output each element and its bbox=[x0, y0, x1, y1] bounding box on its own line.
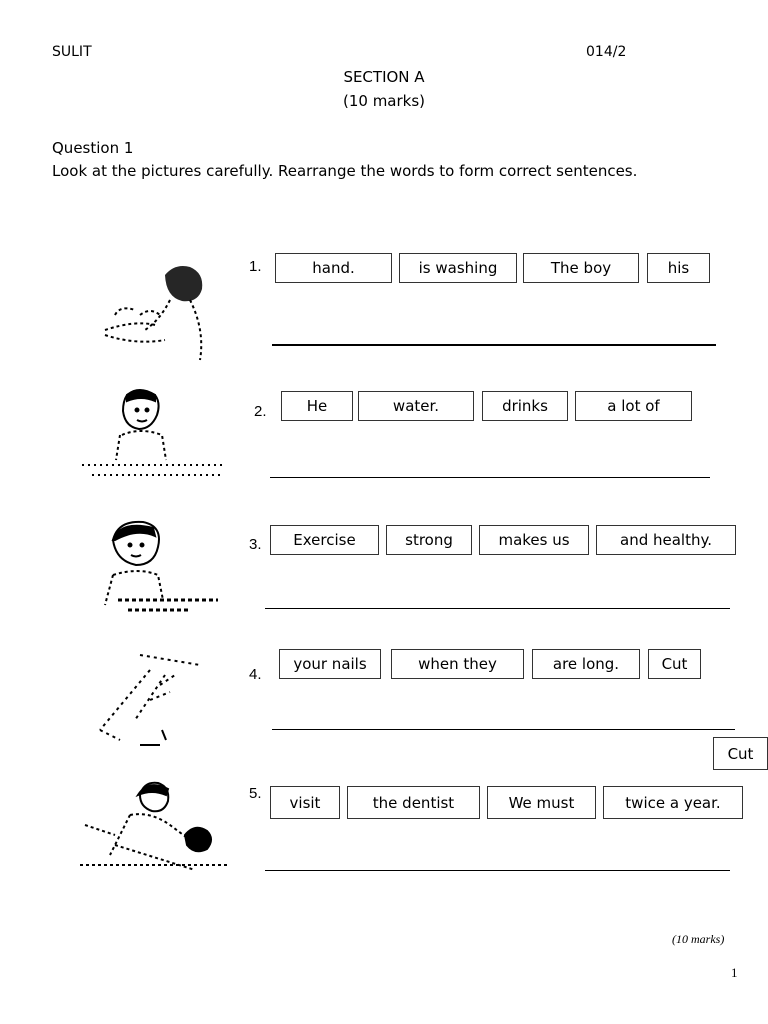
page-number: 1 bbox=[731, 965, 738, 980]
answer-line[interactable] bbox=[265, 608, 730, 609]
header-left: SULIT bbox=[52, 44, 92, 60]
item-number: 4. bbox=[249, 666, 262, 683]
word-box[interactable]: He bbox=[281, 391, 353, 421]
word-box[interactable]: water. bbox=[358, 391, 474, 421]
answer-line[interactable] bbox=[270, 477, 710, 478]
item-number: 2. bbox=[254, 403, 267, 420]
word-box[interactable]: and healthy. bbox=[596, 525, 736, 555]
section-title: SECTION A bbox=[343, 68, 425, 86]
word-box[interactable]: Exercise bbox=[270, 525, 379, 555]
boy-drinking-water-picture bbox=[82, 385, 227, 485]
cutting-nails-picture bbox=[90, 645, 215, 755]
footer-marks: (10 marks) bbox=[672, 932, 725, 946]
answer-line[interactable] bbox=[265, 870, 730, 871]
item-number: 3. bbox=[249, 536, 262, 553]
word-box[interactable]: strong bbox=[386, 525, 472, 555]
boy-washing-hands-picture bbox=[95, 255, 220, 370]
extra-word-box[interactable]: Cut bbox=[713, 737, 768, 770]
word-box[interactable]: hand. bbox=[275, 253, 392, 283]
word-box[interactable]: are long. bbox=[532, 649, 640, 679]
word-box[interactable]: when they bbox=[391, 649, 524, 679]
word-box[interactable]: a lot of bbox=[575, 391, 692, 421]
word-box[interactable]: Cut bbox=[648, 649, 701, 679]
question-instruction: Look at the pictures carefully. Rearrange the words to form correct sentences. bbox=[52, 162, 638, 180]
item-number: 5. bbox=[249, 785, 262, 802]
word-box[interactable]: We must bbox=[487, 786, 596, 819]
answer-line[interactable] bbox=[272, 344, 716, 346]
word-box[interactable]: makes us bbox=[479, 525, 589, 555]
word-box[interactable]: his bbox=[647, 253, 710, 283]
question-title: Question 1 bbox=[52, 139, 134, 157]
word-box[interactable]: is washing bbox=[399, 253, 517, 283]
section-marks: (10 marks) bbox=[342, 92, 426, 110]
word-box[interactable]: the dentist bbox=[347, 786, 480, 819]
word-box[interactable]: your nails bbox=[279, 649, 381, 679]
word-box[interactable]: twice a year. bbox=[603, 786, 743, 819]
word-box[interactable]: The boy bbox=[523, 253, 639, 283]
item-number: 1. bbox=[249, 258, 262, 275]
header-right: 014/2 bbox=[586, 44, 627, 60]
boy-exercising-picture bbox=[98, 515, 223, 625]
word-box[interactable]: visit bbox=[270, 786, 340, 819]
dentist-visit-picture bbox=[75, 775, 235, 890]
word-box[interactable]: drinks bbox=[482, 391, 568, 421]
answer-line[interactable] bbox=[272, 729, 735, 730]
